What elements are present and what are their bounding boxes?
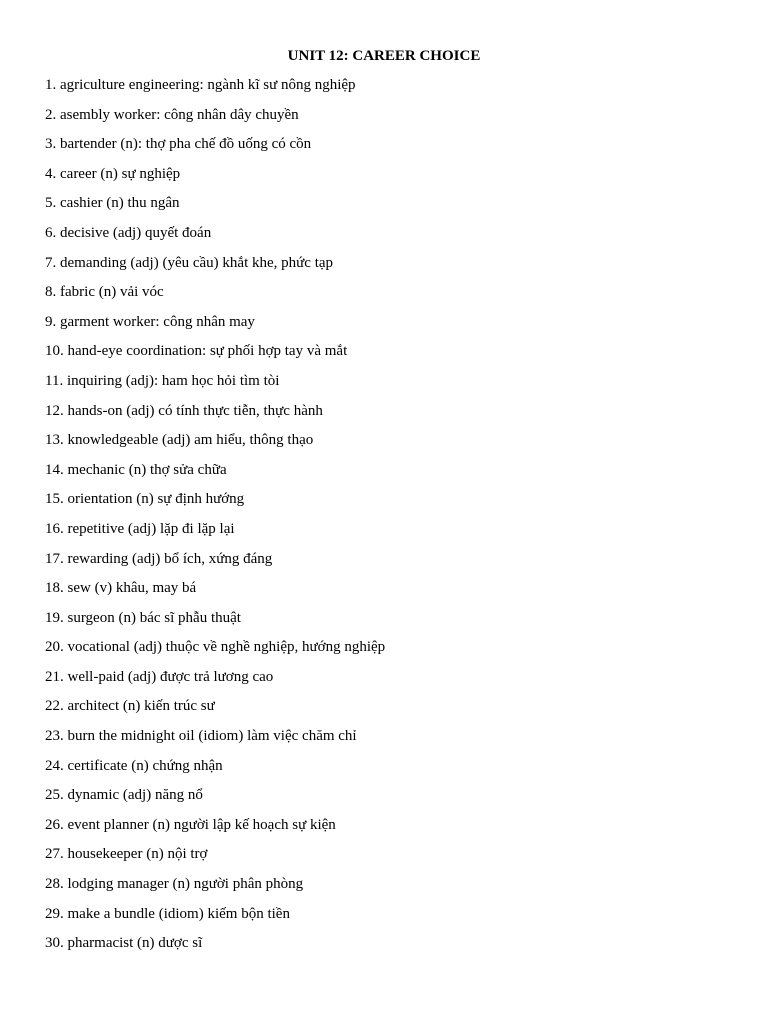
document-title: UNIT 12: CAREER CHOICE — [287, 48, 481, 64]
vocabulary-entry: 25. dynamic (adj) năng nổ — [45, 787, 203, 804]
vocabulary-entry: 21. well-paid (adj) được trả lương cao — [45, 668, 274, 685]
vocabulary-entry: 27. housekeeper (n) nội trợ — [45, 846, 208, 863]
vocabulary-entry: 6. decisive (adj) quyết đoán — [45, 224, 212, 241]
vocabulary-entry: 12. hands-on (adj) có tính thực tiễn, thực hành — [45, 402, 323, 419]
vocabulary-entry: 9. garment worker: công nhân may — [45, 313, 255, 330]
vocabulary-entry: 2. asembly worker: công nhân dây chuyền — [45, 106, 299, 123]
vocabulary-entry: 10. hand-eye coordination: sự phối hợp tay và mắt — [45, 343, 348, 360]
vocabulary-entry: 17. rewarding (adj) bổ ích, xứng đáng — [45, 550, 273, 567]
vocabulary-entry: 1. agriculture engineering: ngành kĩ sư nông nghiệp — [45, 77, 356, 93]
vocabulary-entry: 22. architect (n) kiến trúc sư — [45, 698, 215, 715]
vocabulary-entry: 26. event planner (n) người lập kế hoạch sự kiện — [45, 816, 336, 833]
vocabulary-entry: 11. inquiring (adj): ham học hỏi tìm tòi — [45, 372, 280, 389]
vocabulary-entry: 18. sew (v) khâu, may bá — [45, 580, 197, 597]
vocabulary-entry: 14. mechanic (n) thợ sửa chữa — [45, 461, 227, 478]
vocabulary-entry: 20. vocational (adj) thuộc về nghề nghiệp, hướng nghiệp — [45, 639, 386, 656]
vocabulary-entry: 16. repetitive (adj) lặp đi lặp lại — [45, 520, 235, 537]
vocabulary-entry: 7. demanding (adj) (yêu cầu) khắt khe, phức tạp — [45, 254, 334, 271]
vocabulary-entry: 23. burn the midnight oil (idiom) làm việc chăm chỉ — [45, 728, 357, 745]
vocabulary-entry: 4. career (n) sự nghiệp — [45, 165, 181, 182]
vocabulary-list — [45, 75, 385, 963]
vocabulary-entry: 13. knowledgeable (adj) am hiểu, thông thạo — [45, 432, 314, 449]
vocabulary-entry: 8. fabric (n) vải vóc — [45, 284, 164, 301]
vocabulary-entry: 15. orientation (n) sự định hướng — [45, 491, 245, 508]
vocabulary-entry: 30. pharmacist (n) dược sĩ — [45, 935, 203, 952]
vocabulary-entry: 29. make a bundle (idiom) kiếm bộn tiền — [45, 905, 290, 922]
vocabulary-entry: 3. bartender (n): thợ pha chế đồ uống có cồn — [45, 136, 312, 153]
vocabulary-entry: 19. surgeon (n) bác sĩ phẫu thuật — [45, 609, 241, 626]
vocabulary-entry: 5. cashier (n) thu ngân — [45, 195, 180, 212]
vocabulary-entry: 24. certificate (n) chứng nhận — [45, 757, 223, 774]
vocabulary-entry: 28. lodging manager (n) người phân phòng — [45, 876, 304, 893]
